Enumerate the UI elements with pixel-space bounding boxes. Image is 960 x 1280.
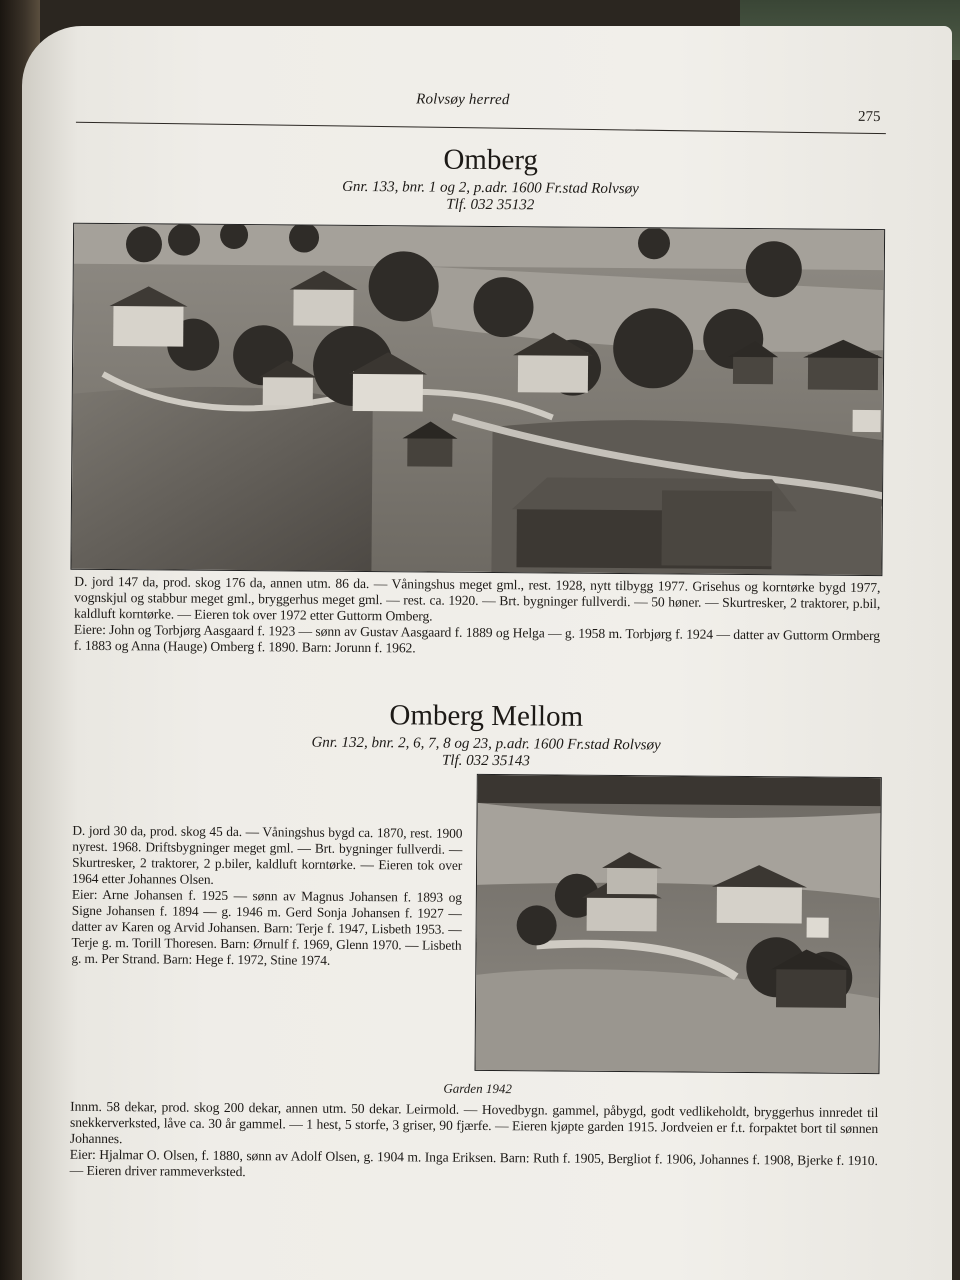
aerial-photo-omberg-mellom: [475, 774, 882, 1074]
farm-meta-omberg-mellom: [22, 732, 951, 773]
farm-details-omberg: D. jord 147 da, prod. skog 176 da, annen utm. 86 da. — Våningshus meget gml., rest. 1928, nytt tilbygg 1977. Grisehus og korntørke bygd 1977, vognskjul og stabbur meget gml., bryggerhus meget gml. — rest. ca. 1920. — Brt. bygninger fullverdi. — 50 høner. — Skurtresker, 2 traktorer, p.bil, kaldluft korntørke. — Eieren tok over 1972 etter Guttorm Omberg.: [74, 573, 881, 624]
farm-meta-phone: Tlf. 032 35143: [441, 752, 530, 770]
farm-title-omberg: Omberg: [443, 143, 539, 177]
running-head: Rolvsøy herred: [416, 91, 510, 109]
farm-description-omberg-mellom: [71, 823, 462, 970]
book-page: [22, 26, 952, 1280]
farm-owners-1942: Eier: Hjalmar O. Olsen, f. 1880, sønn av Adolf Olsen, g. 1904 m. Inga Eriksen. Barn: Ruth f. 1905, Bergliot f. 1906, Johannes f. 1908, Bjerke f. 1910. — Eieren driver rammeverksted.: [69, 1146, 878, 1180]
farm-details-omberg-mellom: D. jord 30 da, prod. skog 45 da. — Våningshus bygd ca. 1870, rest. 1900 nyrest. 1968. Driftsbygninger meget gml. — Brt. bygninger fullverdi. — Skurtresker, 2 traktorer, 2 p.biler, kaldluft korntørke. — Eieren tok over 1964 etter Johannes Olsen.: [71, 822, 463, 887]
farm-owners-omberg: Eiere: John og Torbjørg Aasgaard f. 1923 — sønn av Gustav Aasgaard f. 1889 og Helga — g. 1958 m. Torbjørg f. 1924 — datter av Guttorm Ormberg f. 1883 og Anna (Hauge) Omberg f. 1890. Barn: Jorunn f. 1962.: [73, 621, 880, 656]
photo-omberg-mellom-image: [476, 775, 881, 1073]
page-number: 275: [857, 108, 881, 126]
farm-description-1942: [70, 1099, 879, 1185]
photo-omberg-image: [71, 224, 884, 575]
farm-meta-omberg: [25, 176, 952, 217]
farm-description-omberg: [74, 574, 881, 660]
farm-owners-omberg-mellom: Eier: Arne Johansen f. 1925 — sønn av Magnus Johansen f. 1893 og Signe Johansen f. 1894 — g. 1946 m. Gerd Sonja Johansen f. 1927 — datter av Karen og Arvid Johansen. Barn: Terje f. 1947, Lisbeth 1953. — Terje g. m. Torill Thoresen. Barn: Ørnulf f. 1969, Glenn 1970. — Lisbeth g. m. Per Strand. Barn: Hege f. 1972, Stine 1974.: [71, 886, 462, 968]
farm-details-1942: Innm. 58 dekar, prod. skog 200 dekar, annen utm. 50 dekar. Leirmold. — Hovedbygn. gammel, påbygd, godt vedlikeholdt, bryggerhus innredet til snekkerverksted, låve ca. 30 år gammel. — 1 hest, 5 storfe, 3 griser, 90 fjærfe. — Eieren kjøpte garden 1915. Jordveien er f.t. forpaktet bort til sønnen Johannes.: [69, 1098, 879, 1147]
farm-title-omberg-mellom: Omberg Mellom: [389, 699, 584, 733]
farm-meta-address: Gnr. 132, bnr. 2, 6, 7, 8 og 23, p.adr. 1600 Fr.stad Rolvsøy: [311, 734, 661, 754]
header-rule: [76, 122, 886, 134]
photo-caption-garden-1942: Garden 1942: [443, 1080, 512, 1097]
farm-meta-phone: Tlf. 032 35132: [446, 196, 535, 214]
farm-meta-address: Gnr. 133, bnr. 1 og 2, p.adr. 1600 Fr.stad Rolvsøy: [342, 178, 639, 198]
aerial-photo-omberg: [70, 223, 885, 576]
